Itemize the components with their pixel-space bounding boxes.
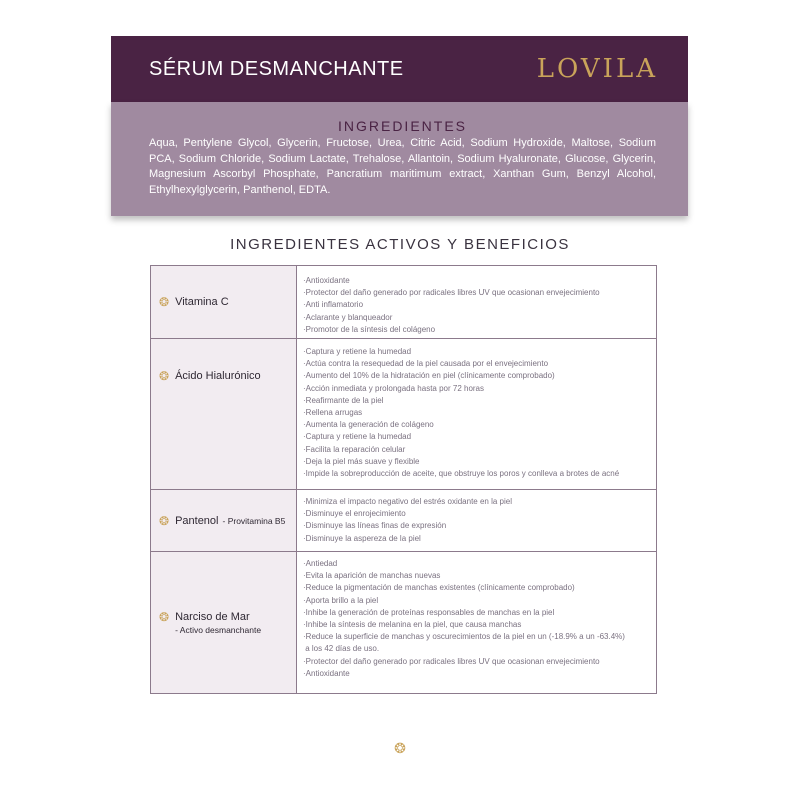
ingredient-name: Narciso de Mar [175, 610, 250, 623]
ingredient-name-cell [151, 339, 297, 489]
benefit-item: ·Anti inflamatorio [303, 300, 364, 310]
ingredient-name: Vitamina C [175, 296, 229, 308]
benefits-cell [297, 339, 656, 489]
benefit-item: ·Reduce la superficie de manchas y oscurecimientos de la piel en un (-18.9% a un -63.4%) [303, 632, 625, 642]
benefit-item: ·Inhibe la síntesis de melanina en la piel, que causa manchas [303, 620, 522, 630]
benefit-item: ·Promotor de la síntesis del colágeno [303, 324, 436, 334]
benefits-cell [297, 266, 656, 338]
benefit-item: ·Deja la piel más suave y flexible [303, 456, 420, 466]
ingredients-list: Aqua, Pentylene Glycol, Glycerin, Fructose, Urea, Citric Acid, Sodium Hydroxide, Maltose, Sodium PCA, Sodium Chloride, Sodium Lactate, Trehalose, Allantoin, Sodium Hyaluronate, Glucose, Glycerin, Magnesium Ascorbyl Phosphate, Pancratium maritimum extract, Xanthan Gum, Benzyl Alcohol, Ethylhexylglycerin, Panthenol, EDTA. [149, 137, 656, 196]
ingredient-name-cell [151, 266, 297, 338]
ingredients-title: INGREDIENTES [337, 118, 467, 134]
benefit-item: ·Disminuye las líneas finas de expresión [303, 521, 447, 531]
leaf-icon: ❂ [159, 295, 170, 309]
benefit-item: ·Aclarante y blanqueador [303, 312, 393, 322]
benefit-item: ·Evita la aparición de manchas nuevas [303, 571, 441, 581]
benefit-item: a los 42 días de uso. [303, 644, 380, 654]
benefit-item: ·Captura y retiene la humedad [303, 432, 412, 442]
ingredient-name-cell [151, 552, 297, 693]
benefits-cell [297, 552, 656, 693]
table-row [151, 338, 656, 489]
benefit-item: ·Antioxidante [303, 276, 350, 285]
benefit-item: ·Rellena arrugas [303, 408, 363, 418]
benefit-item: ·Acción inmediata y prolongada hasta por 72 horas [303, 383, 484, 393]
header-banner [111, 36, 688, 102]
benefit-item: ·Reafirmante de la piel [303, 395, 384, 405]
ingredients-section [111, 102, 688, 216]
table-row [151, 266, 656, 338]
benefits-cell [297, 490, 656, 551]
benefit-item: ·Aporta brillo a la piel [303, 595, 379, 605]
benefit-item: ·Disminuye la aspereza de la piel [303, 533, 421, 543]
footer-emblem-icon: ❂ [394, 740, 406, 756]
ingredient-subtitle: - Activo desmanchante [175, 624, 262, 635]
benefit-item: ·Aumento del 10% de la hidratación en piel (clínicamente comprobado) [303, 371, 555, 381]
benefit-item: ·Impide la sobreproducción de aceite, que obstruye los poros y conlleva a brotes de acné [303, 469, 620, 479]
benefit-item: ·Antiedad [303, 559, 338, 568]
benefit-item: ·Facilita la reparación celular [303, 444, 406, 454]
ingredient-name: Pantenol [175, 514, 219, 527]
benefit-item: ·Aumenta la generación de colágeno [303, 420, 434, 430]
leaf-icon: ❂ [159, 609, 170, 624]
table-row [151, 551, 656, 693]
benefit-item: ·Disminuye el enrojecimiento [303, 509, 406, 519]
brand-logo: LOVILA [536, 54, 658, 84]
benefit-item: ·Actúa contra la resequedad de la piel causada por el envejecimiento [303, 359, 549, 369]
ingredient-subtitle: - Provitamina B5 [222, 515, 286, 526]
benefit-item: ·Protector del daño generado por radicales libres UV que ocasionan envejecimiento [303, 656, 600, 666]
leaf-icon: ❂ [159, 369, 170, 383]
benefit-item: ·Protector del daño generado por radicales libres UV que ocasionan envejecimiento [303, 288, 600, 298]
benefit-item: ·Inhibe la generación de proteínas responsables de manchas en la piel [303, 607, 555, 617]
benefit-item: ·Minimiza el impacto negativo del estrés oxidante en la piel [303, 497, 512, 506]
ingredient-name-cell [151, 490, 297, 551]
benefit-item: ·Reduce la pigmentación de manchas existentes (clínicamente comprobado) [303, 583, 575, 593]
benefits-table [150, 265, 657, 694]
product-title: SÉRUM DESMANCHANTE [149, 57, 404, 80]
benefit-item: ·Captura y retiene la humedad [303, 347, 412, 356]
benefits-section-title: INGREDIENTES ACTIVOS Y BENEFICIOS [230, 236, 570, 253]
leaf-icon: ❂ [159, 513, 170, 528]
ingredient-name: Ácido Hialurónico [175, 370, 261, 382]
table-row [151, 489, 656, 551]
benefit-item: ·Antioxidante [303, 668, 350, 678]
